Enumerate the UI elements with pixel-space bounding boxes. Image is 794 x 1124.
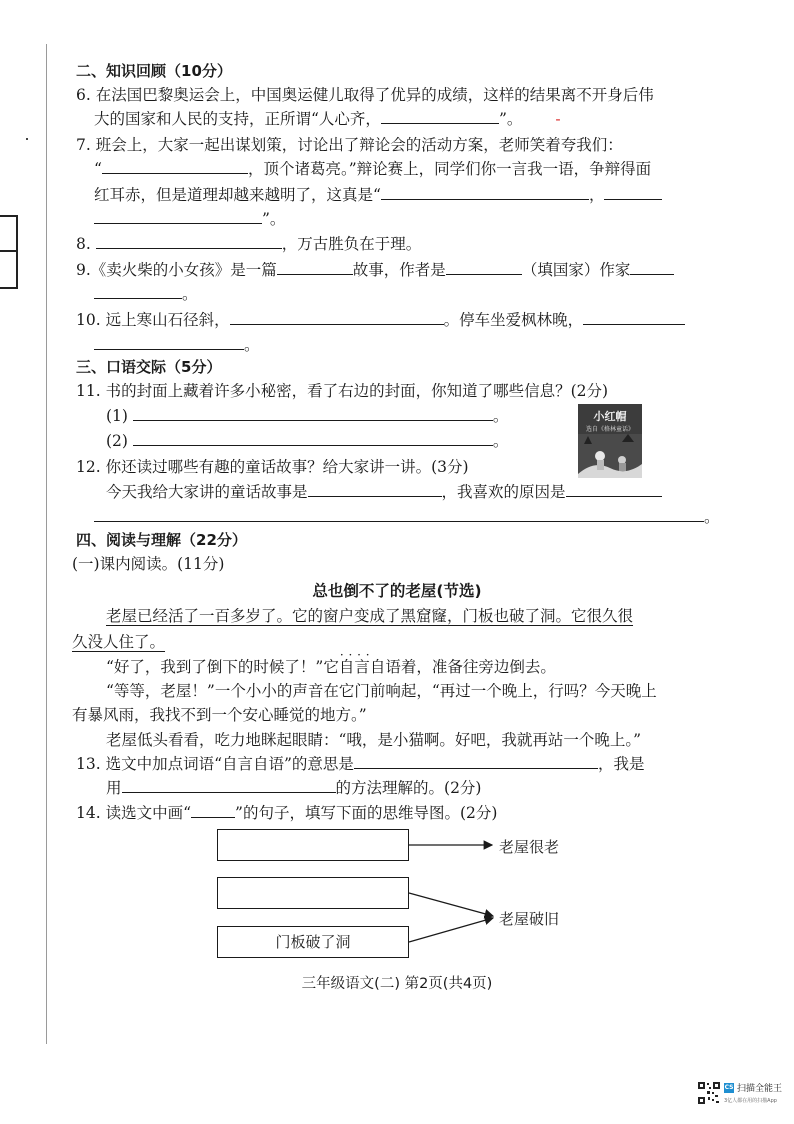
scanner-logo-icon: CS [724,1084,734,1091]
q13-line1: 13. 选文中加点词语“自言自语”的意思是 ，我是 [76,755,645,773]
q12-line2: 今天我给大家讲的童话故事是 ，我喜欢的原因是 [106,481,662,503]
q12-line3: 。 [94,506,720,528]
mindmap-label-2: 老屋破旧 [499,910,560,928]
subsection-1-heading: (一)课内阅读。(11分) [72,555,225,573]
q7-line2: “ ，顶个诸葛亮。”辩论赛上，同学们你一言我一语，争辩得面 [94,160,652,178]
section-3-heading: 三、口语交际（5分） [76,358,222,376]
scanner-name: 扫描全能王 [737,1084,783,1094]
qr-code-icon [697,1081,721,1105]
q8: 8. ，万古胜负在于理。 [76,235,422,253]
q11-line1: 11. 书的封面上藏着许多小秘密，看了右边的封面，你知道了哪些信息？(2分) [76,382,609,400]
passage-p4: 老屋低头看看，吃力地眯起眼睛：“哦，是小猫啊。好吧，我就再站一个晚上。” [106,731,642,749]
section-4-heading: 四、阅读与理解（22分） [76,531,247,549]
passage-p2: “好了，我到了倒下的时候了！”它· · 自言自语着，准备往旁边倒去。 [106,656,556,678]
q11-item1: (1) 。 [106,407,509,425]
mindmap-box-3: 门板破了洞 [217,926,409,958]
cover-title: 小红帽 [593,410,627,423]
q10-line2: 。 [94,334,260,356]
q11-item2: (2) 。 [106,432,509,450]
mindmap-label-1: 老屋很老 [499,838,560,856]
passage-p1b: 久没人住了。 [72,633,166,651]
q9: 9.《卖火柴的小女孩》是一篇 故事，作者是 （填国家）作家 [76,259,674,281]
passage-p3a: “等等，老屋！”一个小小的声音在它门前响起，“再过一个晚上，行吗？今天晚上 [106,682,657,700]
passage-title: 总也倒不了的老屋(节选) [312,582,482,600]
section-2-heading: 二、知识回顾（10分） [76,62,232,80]
scanner-subtitle: 3亿人都在用的扫描App [724,1098,777,1104]
q9-line2: 。 [94,283,198,305]
q7-line1: 7. 班会上，大家一起出谋划策，讨论出了辩论会的活动方案，老师笑着夸我们： [76,136,623,154]
q7-line3: 红耳赤，但是道理却越来越明了，这真是“ ， [94,184,662,206]
q14-line: 14. 读选文中画“ ”的句子，填写下面的思维导图。(2分) [76,804,498,822]
cover-subtitle: 选自《格林童话》 [585,426,634,433]
passage-p1a: 老屋已经活了一百多岁了。它的窗户变成了黑窟窿，门板也破了洞。它很久很 [106,607,634,625]
q7-line4: ”。 [94,208,285,230]
passage-p3b: 有暴风雨，我找不到一个安心睡觉的地方。” [72,706,367,724]
q12-line1: 12. 你还读过哪些有趣的童话故事？给大家讲一讲。(3分) [76,458,469,476]
page-footer: 三年级语文(二) 第2页(共4页) [301,976,493,992]
q6-line2: 大的国家和人民的支持，正所谓“人心齐， ”。 - [94,110,561,128]
emphasized-word: · · 自言自语 [339,656,401,678]
q10: 10. 远上寒山石径斜， 。停车坐爱枫林晚， [76,309,685,331]
q13-line2: 用 的方法理解的。(2分) [106,779,482,797]
q6-line1: 6. 在法国巴黎奥运会上，中国奥运健儿取得了优异的成绩，这样的结果离不开身后伟 [76,86,654,104]
